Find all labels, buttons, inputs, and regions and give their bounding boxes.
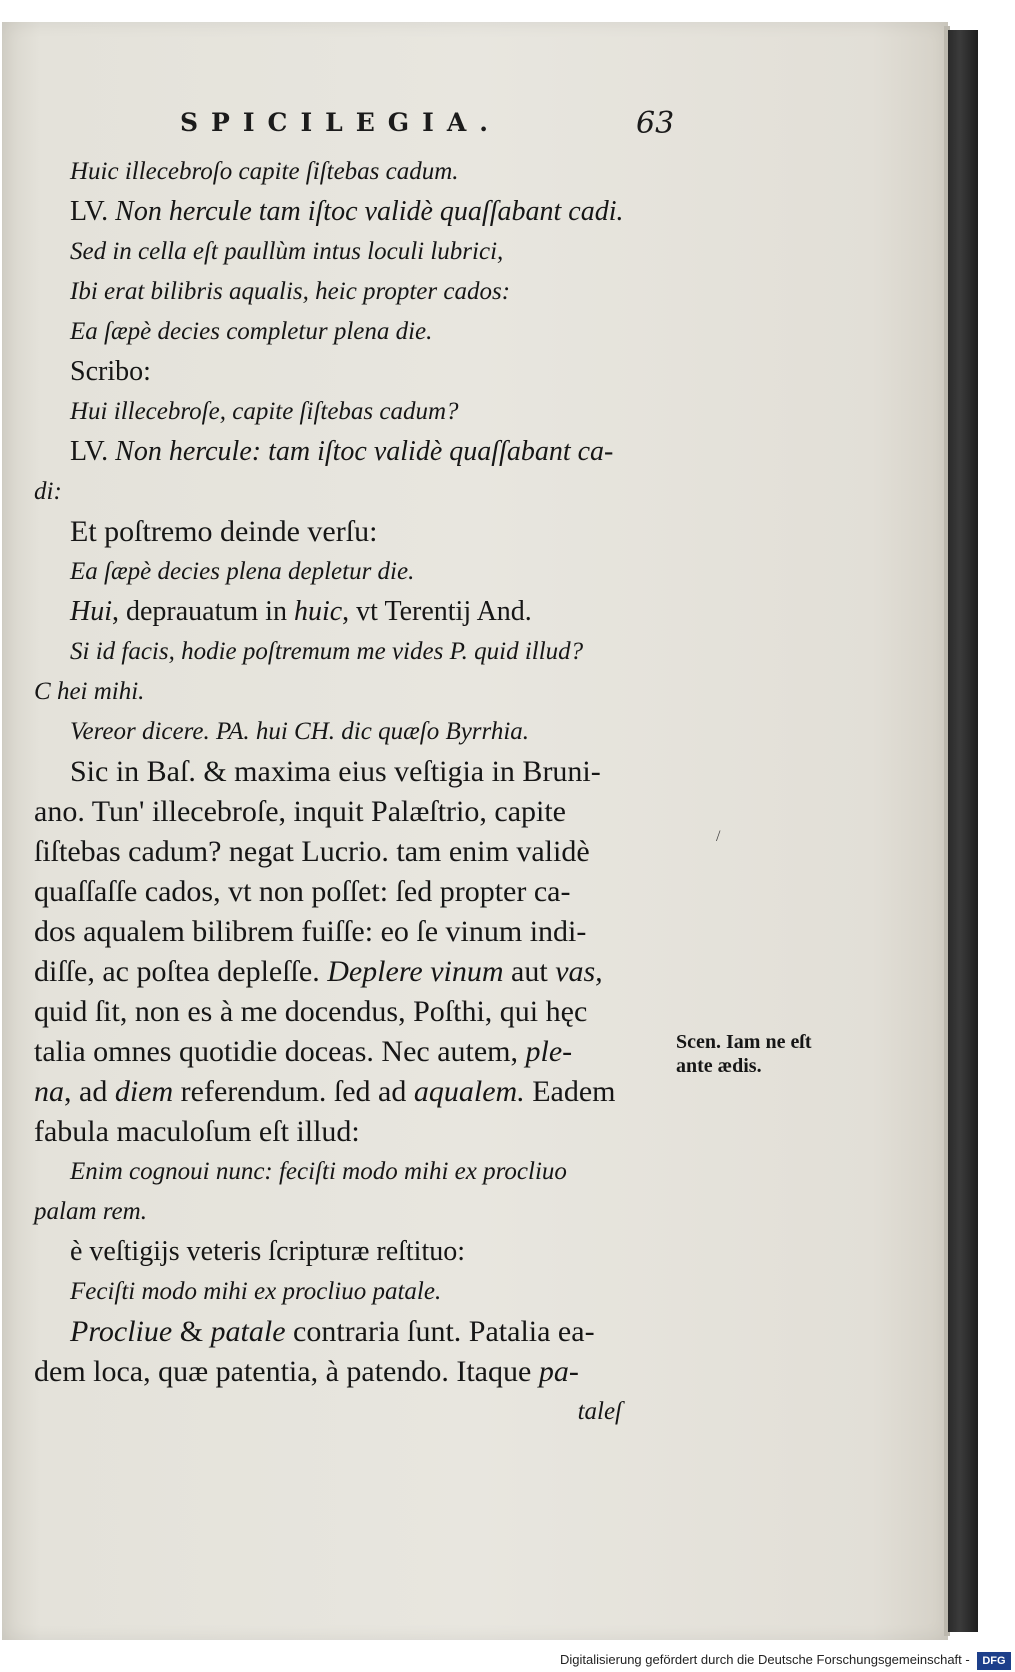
italic-segment: Hui (70, 596, 112, 627)
italic-segment: quid illud? (474, 638, 584, 665)
text-line (34, 1112, 674, 1152)
italic-segment: vas, (555, 955, 603, 988)
text-line (34, 592, 674, 632)
text-line (34, 1232, 674, 1272)
roman-segment: Scribo: (70, 356, 151, 387)
book-cover-edge (948, 30, 978, 1632)
roman-segment: CH. (294, 718, 342, 745)
text-line (34, 832, 674, 872)
footer-text: Digitalisierung gefördert durch die Deutsche Forschungsgemeinschaft - (560, 1652, 970, 1667)
marginal-note (676, 1030, 866, 1078)
text-line (34, 392, 674, 432)
text-line (34, 792, 674, 832)
italic-segment: Ibi erat bilibris aqualis, heic propter cados: (70, 278, 511, 305)
text-line (34, 952, 674, 992)
italic-segment: Ea ſæpè decies plena depletur die. (70, 558, 415, 585)
roman-segment: è veſtigijs veteris ſcripturæ reſtituo: (70, 1236, 466, 1267)
text-line (34, 752, 674, 792)
roman-segment: Eadem (524, 1075, 616, 1108)
text-line (34, 632, 674, 672)
text-line (34, 232, 674, 272)
roman-segment: Sic in Baſ. & maxima eius veſtigia in Bruni- (70, 755, 601, 788)
text-line (34, 432, 674, 472)
italic-segment: aqualem. (413, 1075, 525, 1108)
text-line (34, 1352, 674, 1392)
italic-segment: Si id facis, hodie poſtremum me vides (70, 638, 450, 665)
italic-segment: Huic illecebroſo capite ſiſtebas cadum. (70, 158, 459, 185)
stray-mark: / (716, 828, 721, 845)
roman-segment: C (34, 678, 57, 705)
catchword: taleſ (577, 1398, 622, 1425)
running-head: SPICILEGIA. (180, 108, 501, 137)
roman-segment: P. (449, 638, 475, 665)
digitization-footer (560, 1648, 1006, 1672)
roman-segment: , deprauatum in (112, 596, 294, 627)
italic-segment: na (34, 1075, 64, 1108)
roman-segment: ano. Tun' illecebroſe, inquit Palæſtrio, capite (34, 795, 567, 828)
roman-segment: Et poſtremo deinde verſu: (70, 515, 378, 548)
italic-segment: hui (255, 718, 295, 745)
text-line (34, 1192, 674, 1232)
roman-segment: & (179, 1315, 211, 1348)
roman-segment: LV. (70, 436, 116, 467)
text-line (34, 712, 674, 752)
text-line (34, 552, 674, 592)
text-line (34, 992, 674, 1032)
italic-segment: Ea ſæpè decies completur plena die. (70, 318, 433, 345)
text-line (34, 312, 674, 352)
roman-segment: talia omnes quotidie doceas. Nec autem, (34, 1035, 526, 1068)
text-line (34, 1152, 674, 1192)
italic-segment: pa- (538, 1355, 579, 1388)
roman-segment: quid ſit, non es à me docendus, Poſthi, qui hęc (34, 995, 588, 1028)
text-line (34, 192, 674, 232)
roman-segment: LV. (70, 196, 116, 227)
roman-segment: diſſe, ac poſtea depleſſe. (34, 955, 328, 988)
marginal-note-line: Scen. Iam ne eſt (676, 1031, 812, 1053)
roman-segment: quaſſaſſe cados, vt non poſſet: ſed propter ca- (34, 875, 571, 908)
italic-segment: ple- (525, 1035, 573, 1068)
italic-segment: hei mihi. (56, 678, 145, 705)
main-text (34, 152, 674, 1432)
roman-segment: , ad (64, 1075, 115, 1108)
text-line (34, 1312, 674, 1352)
roman-segment: aut (511, 955, 556, 988)
text-line (34, 472, 674, 512)
text-line (34, 912, 674, 952)
roman-segment: ſiſtebas cadum? negat Lucrio. tam enim validè (34, 835, 590, 868)
italic-segment: Non hercule tam iſtoc validè quaſſabant cadi. (115, 196, 624, 227)
italic-segment: Non hercule: tam iſtoc validè quaſſabant ca- (115, 436, 614, 467)
italic-segment: huic (293, 596, 343, 627)
italic-segment: Hui illecebroſe, capite ſiſtebas cadum? (70, 398, 459, 425)
text-line (34, 1032, 674, 1072)
italic-segment: di: (34, 478, 62, 505)
italic-segment: Feciſti modo mihi ex procliuo patale. (70, 1278, 442, 1305)
italic-segment: dic quæſo Byrrhia. (341, 718, 530, 745)
text-line (34, 512, 674, 552)
text-line (34, 672, 674, 712)
text-line (34, 872, 674, 912)
roman-segment: , vt Terentij And. (342, 596, 532, 627)
roman-segment: dos aqualem bilibrem fuiſſe: eo ſe vinum indi- (34, 915, 587, 948)
roman-segment: dem loca, quæ patentia, à patendo. Itaque (34, 1355, 539, 1388)
roman-segment: fabula maculoſum eſt illud: (34, 1115, 360, 1148)
italic-segment: Vereor dicere. (70, 718, 217, 745)
roman-segment: PA. (216, 718, 256, 745)
text-line (34, 152, 674, 192)
italic-segment: Enim cognoui nunc: feciſti modo mihi ex procliuo (70, 1158, 567, 1185)
text-line (34, 1072, 674, 1112)
roman-segment: referendum. ſed ad (180, 1075, 414, 1108)
italic-segment: Deplere vinum (327, 955, 512, 988)
dfg-logo: DFG (977, 1652, 1010, 1670)
italic-segment: patale (210, 1315, 294, 1348)
text-line (34, 1272, 674, 1312)
marginal-note-line: ante ædis. (676, 1055, 762, 1077)
roman-segment: contraria ſunt. Patalia ea- (293, 1315, 595, 1348)
text-line (34, 352, 674, 392)
page-number: 63 (636, 106, 675, 141)
italic-segment: diem (114, 1075, 181, 1108)
text-line (34, 272, 674, 312)
italic-segment: palam rem. (34, 1198, 147, 1225)
italic-segment: Sed in cella eſt paullùm intus loculi lubrici, (70, 238, 504, 265)
italic-segment: Procliue (70, 1315, 180, 1348)
